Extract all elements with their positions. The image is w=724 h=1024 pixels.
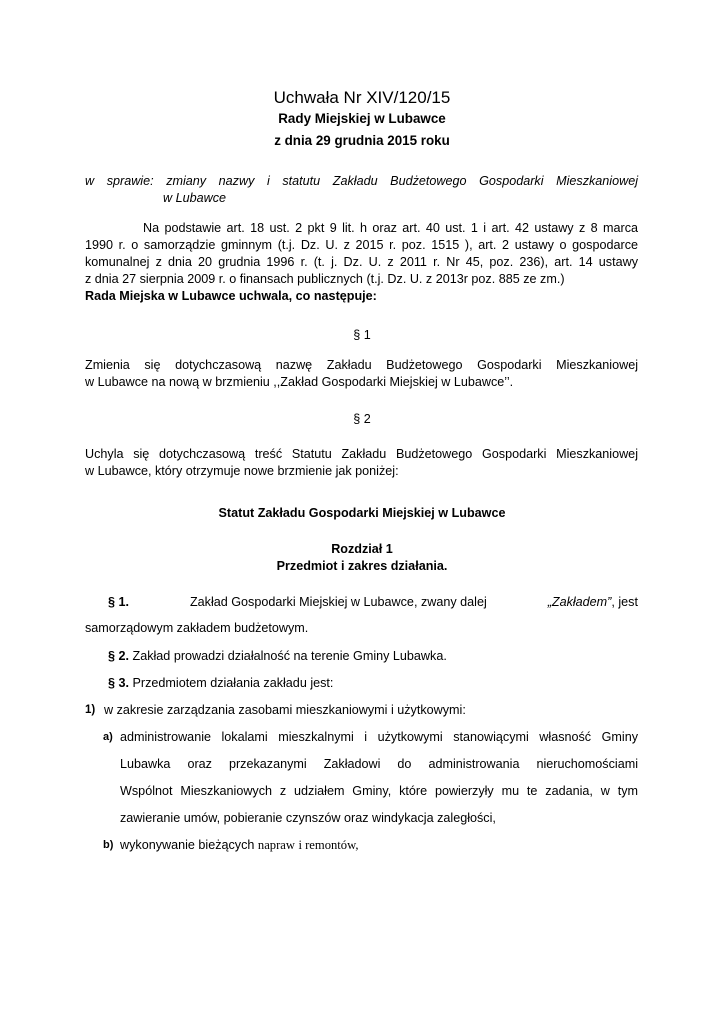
item-1-text: w zakresie zarządzania zasobami mieszkaniowymi i użytkowymi: (104, 703, 466, 717)
statute-par-1-line-2: samorządowym zakładem budżetowym. (85, 621, 309, 635)
par-3-text: Przedmiotem działania zakładu jest: (132, 676, 334, 690)
subject-line-1: w sprawie: zmiany nazwy i statutu Zakładu Budżetowego Gospodarki Mieszkaniowej (85, 174, 638, 188)
par-1-italic: „Zakładem” (547, 595, 612, 609)
preamble-line-4: z dnia 27 sierpnia 2009 r. o finansach publicznych (t.j. Dz. U. z 2013r poz. 885 ze zm.) (85, 272, 565, 286)
section-1-line-2: w Lubawce na nową w brzmieniu ,,Zakład Gospodarki Miejskiej w Lubawce’’. (85, 375, 514, 389)
section-2-line-2: w Lubawce, który otrzymuje nowe brzmienie jak poniżej: (85, 464, 399, 478)
chapter-title: Przedmiot i zakres działania. (276, 559, 448, 573)
resolution-date: z dnia 29 grudnia 2015 roku (274, 133, 450, 148)
item-b-mark: b) (103, 839, 114, 851)
preamble-line-2: 1990 r. o samorządzie gminnym (t.j. Dz. U. z 2015 r. poz. 1515 ), art. 2 ustawy o gospodarce (85, 238, 638, 252)
par-3-mark: § 3. (108, 676, 130, 690)
statute-par-3 (108, 675, 333, 691)
item-a-line-3: Wspólnot Mieszkaniowych z udziałem Gminy, które powierzyły mu te zadania, w tym (120, 784, 638, 798)
par-1-text: Zakład Gospodarki Miejskiej w Lubawce, zwany dalej (189, 595, 487, 609)
resolution-statement: Rada Miejska w Lubawce uchwala, co następuje: (85, 289, 377, 303)
section-2-line-1: Uchyla się dotychczasową treść Statutu Zakładu Budżetowego Gospodarki Mieszkaniowej (85, 447, 638, 461)
item-a-line-1: administrowanie lokalami mieszkalnymi i użytkowymi stanowiącymi własność Gminy (120, 730, 638, 744)
par-2-text: Zakład prowadzi działalność na terenie Gminy Lubawka. (132, 649, 447, 663)
statute-par-2 (108, 648, 447, 664)
par-1-tail: , jest (611, 595, 638, 609)
statute-par-1-line-1 (108, 594, 638, 610)
item-a-line-4: zawieranie umów, pobieranie czynszów oraz windykacja zaległości, (120, 811, 496, 825)
section-1-line-1: Zmienia się dotychczasową nazwę Zakładu Budżetowego Gospodarki Mieszkaniowej (85, 358, 638, 372)
section-2-heading: § 2 (353, 412, 371, 426)
preamble-line-1: Na podstawie art. 18 ust. 2 pkt 9 lit. h oraz art. 40 ust. 1 i art. 42 ustawy z 8 marca (143, 221, 638, 235)
par-2-mark: § 2. (108, 649, 130, 663)
section-1-heading: § 1 (353, 328, 371, 342)
item-b-text-a: wykonywanie bieżących (120, 838, 255, 852)
item-a-line-2: Lubawka oraz przekazanymi Zakładowi do administrowania nieruchomościami (120, 757, 638, 771)
item-b-text-c: i remontów, (298, 838, 359, 852)
item-b-text (120, 837, 359, 853)
item-1-mark: 1) (85, 704, 96, 716)
item-b-text-b: napraw (257, 838, 295, 852)
preamble-line-3: komunalnej z dnia 20 grudnia 1996 r. (t. j. Dz. U. z 2011 r. Nr 45, poz. 236), art. 14 ustawy (85, 255, 638, 269)
chapter-heading: Rozdział 1 (331, 542, 393, 556)
subject-line-2: w Lubawce (163, 191, 227, 205)
par-1-mark: § 1. (108, 595, 130, 609)
council-name: Rady Miejskiej w Lubawce (278, 111, 446, 126)
item-a-mark: a) (103, 731, 113, 743)
statute-title: Statut Zakładu Gospodarki Miejskiej w Lubawce (218, 506, 506, 520)
resolution-title: Uchwała Nr XIV/120/15 (273, 88, 451, 107)
